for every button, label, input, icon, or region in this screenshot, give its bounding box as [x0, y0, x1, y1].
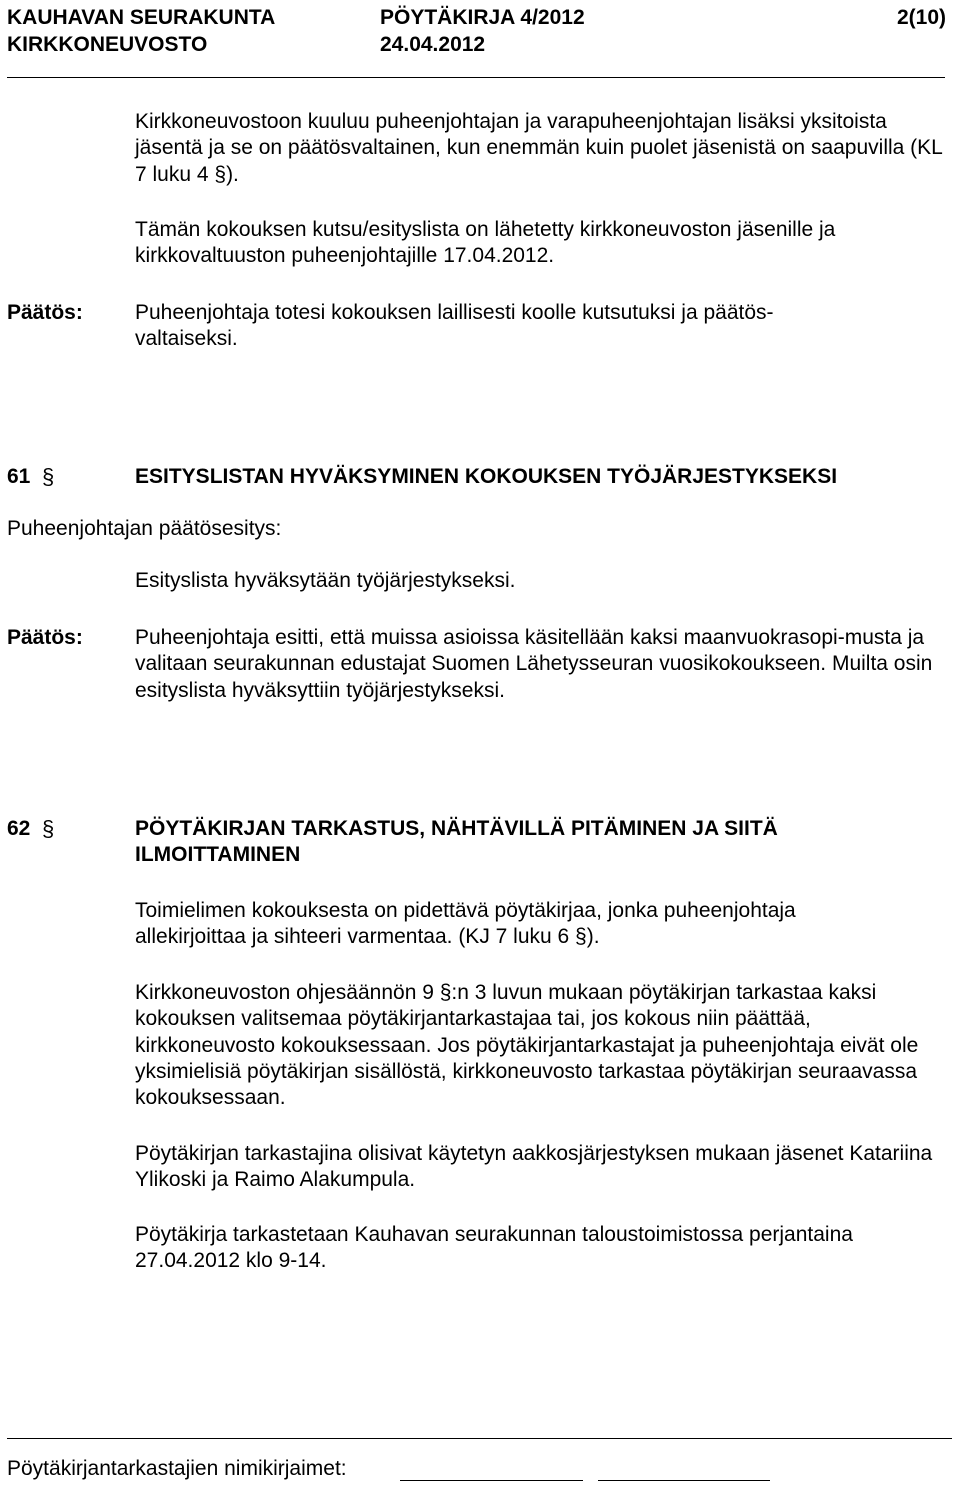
section-61-proposal: Esityslista hyväksytään työjärjestykseksi. [135, 569, 516, 592]
footer-initials-label: Pöytäkirjantarkastajien nimikirjaimet: [7, 1457, 347, 1480]
intro-decision-line-2: valtaiseksi. [135, 327, 238, 350]
section-61-proposal-label: Puheenjohtajan päätösesitys: [7, 517, 282, 540]
section-61-decision: Puheenjohtaja esitti, että muissa asioissa käsitellään kaksi maanvuokrasopi-musta ja valitaan seurakunnan edustajat Suomen Lähetysseuran vuosikokoukseen. Muilta osin esityslista hyväksyttiin työjärjestykseksi. [135, 626, 933, 702]
section-62-paragraph-4: Pöytäkirja tarkastetaan Kauhavan seurakunnan taloustoimistossa perjantaina 27.04.2012 klo 9-14. [135, 1223, 853, 1273]
intro-paragraph-1: Kirkkoneuvostoon kuuluu puheenjohtajan ja varapuheenjohtajan lisäksi yksitoista jäsentä ja se on päätösvaltainen, kun enemmän kuin puolet jäsenistä on saapuvilla (KL 7 luku 4 §). [135, 110, 943, 186]
header-doc-number: PÖYTÄKIRJA 4/2012 [380, 6, 585, 29]
section-62-paragraph-2: Kirkkoneuvoston ohjesäännön 9 §:n 3 luvun mukaan pöytäkirjan tarkastaa kaksi kokouksen valitsemaa pöytäkirjantarkastajaa tai, jos kokous niin päättää, kirkkoneuvosto kokouksessaan. Jos pöytäkirjantarkastajat ja puheenjohtaja eivät ole yksimielisiä pöytäkirjan sisällöstä, kirkkoneuvosto tarkastaa pöytäkirjan seuraavassa kokouksessaan. [135, 981, 919, 1110]
header-org: KAUHAVAN SEURAKUNTA [7, 6, 276, 29]
header-page-number: 2(10) [897, 6, 947, 29]
footer-divider [7, 1438, 952, 1439]
intro-decision-line-1: Puheenjohtaja totesi kokouksen laillisesti koolle kutsutuksi ja päätös- [135, 301, 774, 324]
section-62-title-line-1: PÖYTÄKIRJAN TARKASTUS, NÄHTÄVILLÄ PITÄMINEN JA SIITÄ [135, 817, 778, 840]
section-61-number: 61 [7, 465, 31, 488]
header-body: KIRKKONEUVOSTO [7, 33, 208, 56]
section-61-decision-label: Päätös: [7, 626, 83, 649]
section-62-sign: § [42, 816, 55, 841]
initials-line-2 [598, 1480, 770, 1481]
intro-paragraph-2: Tämän kokouksen kutsu/esityslista on lähetetty kirkkoneuvoston jäsenille ja kirkkovaltuuston puheenjohtajille 17.04.2012. [135, 218, 836, 268]
header-divider [7, 77, 945, 78]
intro-decision-label: Päätös: [7, 301, 83, 324]
section-62-paragraph-3: Pöytäkirjan tarkastajina olisivat käytetyn aakkosjärjestyksen mukaan jäsenet Katariina Ylikoski ja Raimo Alakumpula. [135, 1142, 933, 1192]
section-62-title-line-2: ILMOITTAMINEN [135, 843, 301, 866]
section-62-number: 62 [7, 817, 31, 840]
header-date: 24.04.2012 [380, 33, 486, 56]
section-61-title: ESITYSLISTAN HYVÄKSYMINEN KOKOUKSEN TYÖJÄRJESTYKSEKSI [135, 465, 838, 488]
section-61-sign: § [42, 464, 55, 489]
section-62-paragraph-1: Toimielimen kokouksesta on pidettävä pöytäkirjaa, jonka puheenjohtaja allekirjoittaa ja sihteeri varmentaa. (KJ 7 luku 6 §). [135, 899, 796, 949]
initials-line-1 [400, 1480, 583, 1481]
